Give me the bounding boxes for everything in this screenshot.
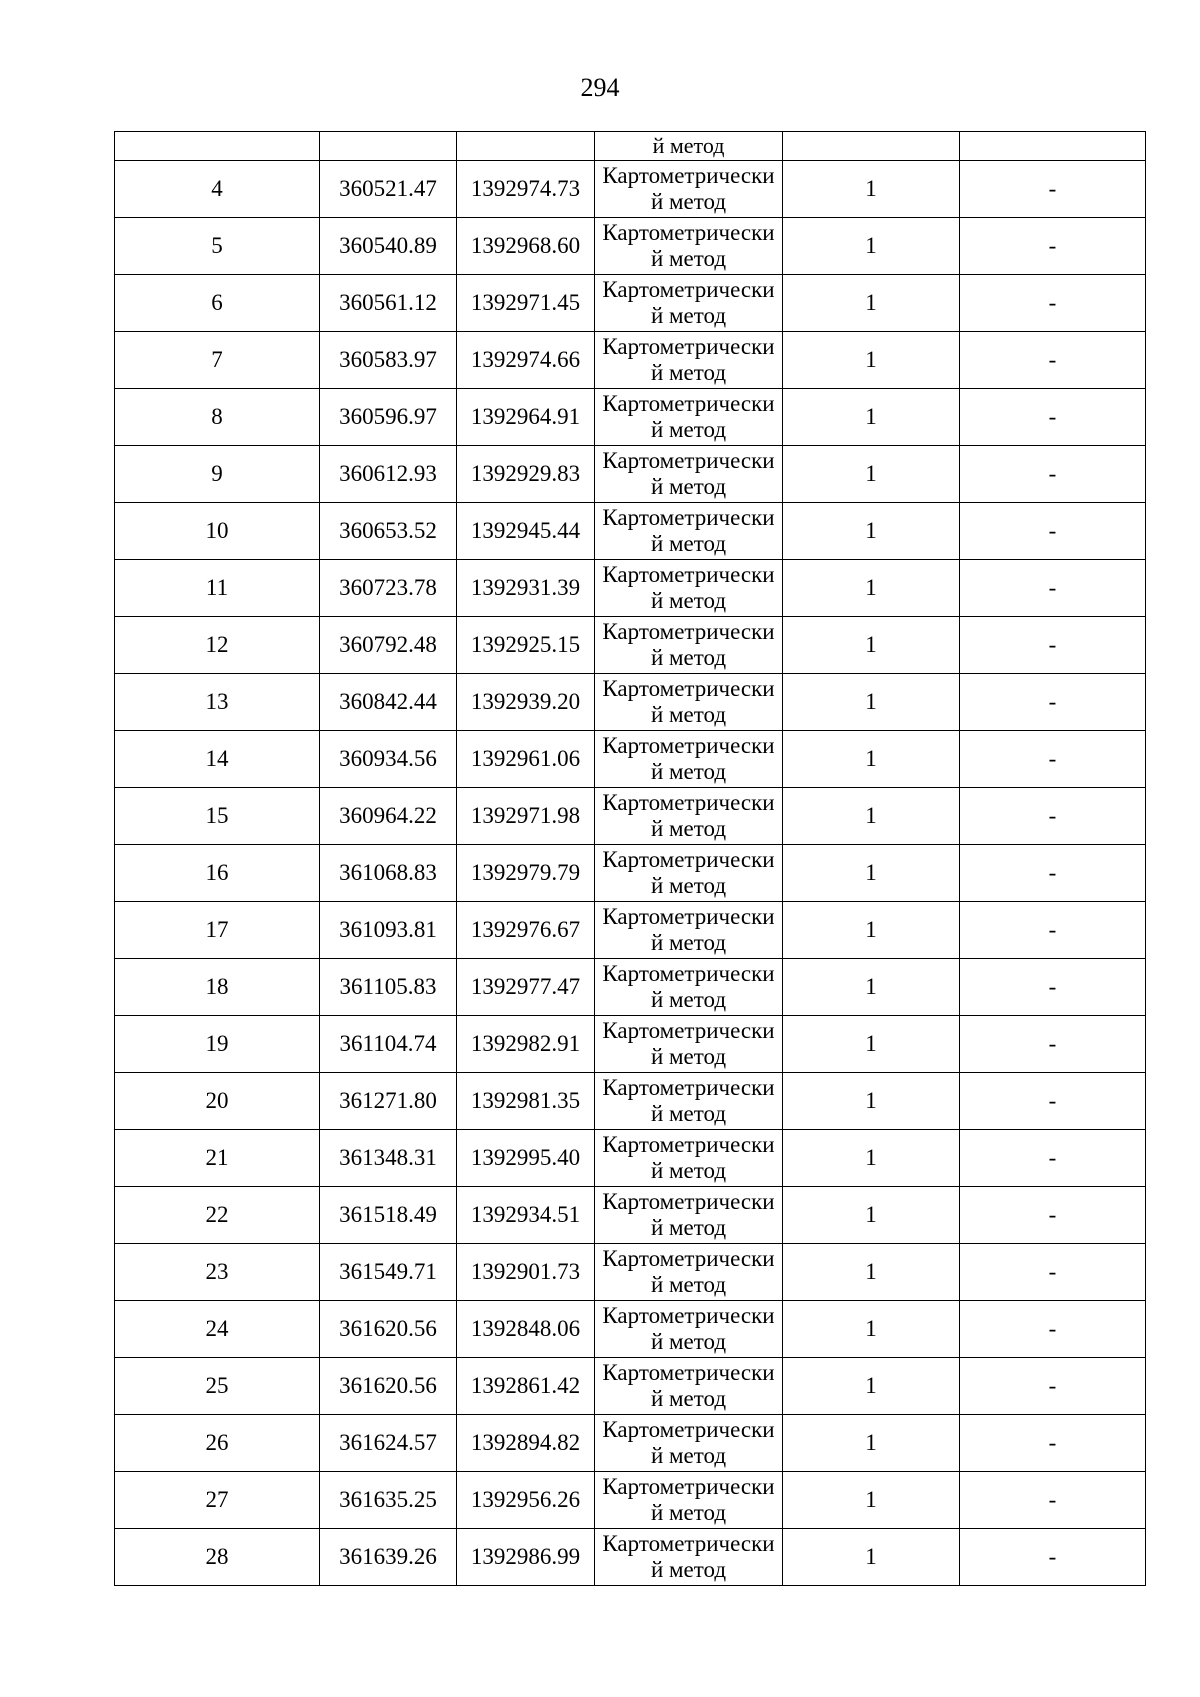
- cell-point-number: [115, 132, 320, 161]
- cell-note: -: [960, 503, 1146, 560]
- cell-y: 1392971.45: [457, 275, 595, 332]
- cell-accuracy: 1: [783, 731, 960, 788]
- table-body: [115, 132, 1146, 1586]
- cell-method: [595, 617, 783, 674]
- cell-accuracy: 1: [783, 674, 960, 731]
- cell-point-number: 16: [115, 845, 320, 902]
- method-text-line2: й метод: [650, 816, 727, 841]
- cell-accuracy: 1: [783, 1187, 960, 1244]
- cell-accuracy: 1: [783, 560, 960, 617]
- cell-method: [595, 1358, 783, 1415]
- cell-x: 360540.89: [320, 218, 457, 275]
- cell-point-number: 22: [115, 1187, 320, 1244]
- cell-y: 1392976.67: [457, 902, 595, 959]
- cell-accuracy: 1: [783, 1529, 960, 1586]
- cell-note: -: [960, 788, 1146, 845]
- cell-point-number: 15: [115, 788, 320, 845]
- cell-method: [595, 674, 783, 731]
- cell-point-number: 14: [115, 731, 320, 788]
- cell-method: [595, 1415, 783, 1472]
- cell-x: 360561.12: [320, 275, 457, 332]
- cell-method: [595, 1244, 783, 1301]
- cell-note: -: [960, 617, 1146, 674]
- cell-note: -: [960, 560, 1146, 617]
- method-text-line1: Картометрически: [602, 676, 775, 701]
- cell-note: -: [960, 161, 1146, 218]
- method-text-line1: Картометрически: [602, 1018, 775, 1043]
- cell-y: 1392982.91: [457, 1016, 595, 1073]
- cell-point-number: 24: [115, 1301, 320, 1358]
- cell-method: [595, 1073, 783, 1130]
- method-text-line2: й метод: [650, 1158, 727, 1183]
- cell-method: [595, 902, 783, 959]
- cell-accuracy: 1: [783, 1016, 960, 1073]
- method-text-line2: й метод: [650, 873, 727, 898]
- cell-accuracy: 1: [783, 788, 960, 845]
- method-text-line2: й метод: [650, 417, 727, 442]
- cell-note: -: [960, 1358, 1146, 1415]
- table-row: [115, 332, 1146, 389]
- method-text-line1: Картометрически: [602, 1417, 775, 1442]
- cell-y: 1392894.82: [457, 1415, 595, 1472]
- cell-x: 360612.93: [320, 446, 457, 503]
- method-text-line2: й метод: [650, 1044, 727, 1069]
- cell-point-number: 10: [115, 503, 320, 560]
- cell-x: 360842.44: [320, 674, 457, 731]
- cell-accuracy: 1: [783, 1073, 960, 1130]
- cell-method: [595, 446, 783, 503]
- method-text-line1: Картометрически: [602, 391, 775, 416]
- table-row: [115, 389, 1146, 446]
- method-text-line1: Картометрически: [602, 733, 775, 758]
- cell-x: 360521.47: [320, 161, 457, 218]
- method-text-line1: Картометрически: [602, 1189, 775, 1214]
- cell-y: 1392974.66: [457, 332, 595, 389]
- cell-note: [960, 132, 1146, 161]
- method-text-line1: Картометрически: [602, 619, 775, 644]
- cell-method: й метод: [595, 132, 783, 161]
- cell-accuracy: 1: [783, 1415, 960, 1472]
- table-row: [115, 1187, 1146, 1244]
- cell-x: 361104.74: [320, 1016, 457, 1073]
- cell-x: 361549.71: [320, 1244, 457, 1301]
- cell-y: [457, 132, 595, 161]
- cell-y: 1392961.06: [457, 731, 595, 788]
- cell-note: -: [960, 446, 1146, 503]
- table-row: [115, 560, 1146, 617]
- cell-method: [595, 1130, 783, 1187]
- cell-accuracy: 1: [783, 503, 960, 560]
- cell-x: 361639.26: [320, 1529, 457, 1586]
- table-row: [115, 161, 1146, 218]
- cell-method: [595, 1472, 783, 1529]
- method-text-line2: й метод: [650, 474, 727, 499]
- cell-method: [595, 1529, 783, 1586]
- method-text-line1: Картометрически: [602, 448, 775, 473]
- cell-y: 1392968.60: [457, 218, 595, 275]
- cell-method: [595, 560, 783, 617]
- cell-x: 360723.78: [320, 560, 457, 617]
- cell-point-number: 28: [115, 1529, 320, 1586]
- cell-y: 1392995.40: [457, 1130, 595, 1187]
- table-row: [115, 674, 1146, 731]
- method-text-line2: й метод: [650, 189, 727, 214]
- table-row: [115, 959, 1146, 1016]
- cell-y: 1392977.47: [457, 959, 595, 1016]
- cell-point-number: 4: [115, 161, 320, 218]
- cell-note: -: [960, 218, 1146, 275]
- page-number: 294: [580, 73, 620, 102]
- method-text-line1: Картометрически: [602, 334, 775, 359]
- method-text-line2: й метод: [650, 1101, 727, 1126]
- method-text-line2: й метод: [650, 702, 727, 727]
- cell-x: 360792.48: [320, 617, 457, 674]
- cell-y: 1392934.51: [457, 1187, 595, 1244]
- table-row: [115, 1358, 1146, 1415]
- cell-point-number: 9: [115, 446, 320, 503]
- method-text-line2: й метод: [650, 246, 727, 271]
- table-row: [115, 1244, 1146, 1301]
- cell-point-number: 11: [115, 560, 320, 617]
- cell-accuracy: 1: [783, 1301, 960, 1358]
- cell-accuracy: 1: [783, 959, 960, 1016]
- cell-y: 1392956.26: [457, 1472, 595, 1529]
- cell-accuracy: 1: [783, 332, 960, 389]
- cell-accuracy: 1: [783, 161, 960, 218]
- cell-x: 360596.97: [320, 389, 457, 446]
- cell-x: 360934.56: [320, 731, 457, 788]
- method-text-line2: й метод: [650, 1272, 727, 1297]
- method-text-line1: Картометрически: [602, 562, 775, 587]
- cell-point-number: 8: [115, 389, 320, 446]
- table-row: [115, 1073, 1146, 1130]
- cell-y: 1392981.35: [457, 1073, 595, 1130]
- cell-x: 361271.80: [320, 1073, 457, 1130]
- cell-note: -: [960, 1415, 1146, 1472]
- method-text-line1: Картометрически: [602, 1075, 775, 1100]
- cell-note: -: [960, 389, 1146, 446]
- cell-accuracy: [783, 132, 960, 161]
- cell-method: [595, 1187, 783, 1244]
- method-text-line1: Картометрически: [602, 163, 775, 188]
- cell-method: [595, 845, 783, 902]
- cell-note: -: [960, 902, 1146, 959]
- cell-note: -: [960, 731, 1146, 788]
- cell-y: 1392929.83: [457, 446, 595, 503]
- cell-y: 1392939.20: [457, 674, 595, 731]
- cell-accuracy: 1: [783, 617, 960, 674]
- cell-note: -: [960, 275, 1146, 332]
- cell-note: -: [960, 1130, 1146, 1187]
- cell-x: 361348.31: [320, 1130, 457, 1187]
- table-row: [115, 218, 1146, 275]
- cell-y: 1392861.42: [457, 1358, 595, 1415]
- table-row: [115, 617, 1146, 674]
- cell-note: -: [960, 332, 1146, 389]
- method-text-line1: Картометрически: [602, 277, 775, 302]
- method-text-line1: Картометрически: [602, 790, 775, 815]
- cell-y: 1392979.79: [457, 845, 595, 902]
- cell-point-number: 25: [115, 1358, 320, 1415]
- method-text-line2: й метод: [650, 1557, 727, 1582]
- table-row: [115, 1016, 1146, 1073]
- cell-point-number: 19: [115, 1016, 320, 1073]
- cell-note: -: [960, 959, 1146, 1016]
- cell-x: 361620.56: [320, 1358, 457, 1415]
- method-text-line2: й метод: [650, 1443, 727, 1468]
- table-row: [115, 1415, 1146, 1472]
- cell-x: 360964.22: [320, 788, 457, 845]
- cell-accuracy: 1: [783, 218, 960, 275]
- cell-point-number: 27: [115, 1472, 320, 1529]
- method-text-line1: Картометрически: [602, 1474, 775, 1499]
- cell-note: -: [960, 1187, 1146, 1244]
- cell-method: [595, 788, 783, 845]
- cell-y: 1392945.44: [457, 503, 595, 560]
- cell-accuracy: 1: [783, 1130, 960, 1187]
- cell-method: [595, 332, 783, 389]
- cell-note: -: [960, 1529, 1146, 1586]
- cell-method: [595, 959, 783, 1016]
- method-text-line2: й метод: [650, 1215, 727, 1240]
- method-text-line2: й метод: [650, 588, 727, 613]
- cell-note: -: [960, 845, 1146, 902]
- table-row: [115, 1301, 1146, 1358]
- method-text-line1: Картометрически: [602, 847, 775, 872]
- cell-x: 360583.97: [320, 332, 457, 389]
- method-text-line1: Картометрически: [602, 220, 775, 245]
- method-text-line2: й метод: [650, 987, 727, 1012]
- cell-point-number: 23: [115, 1244, 320, 1301]
- cell-x: 361093.81: [320, 902, 457, 959]
- cell-method: [595, 218, 783, 275]
- cell-point-number: 12: [115, 617, 320, 674]
- cell-method: [595, 389, 783, 446]
- cell-point-number: 6: [115, 275, 320, 332]
- cell-x: 361624.57: [320, 1415, 457, 1472]
- cell-accuracy: 1: [783, 1244, 960, 1301]
- cell-point-number: 20: [115, 1073, 320, 1130]
- table-row: [115, 446, 1146, 503]
- table-row: [115, 275, 1146, 332]
- cell-x: 361620.56: [320, 1301, 457, 1358]
- cell-y: 1392931.39: [457, 560, 595, 617]
- cell-note: -: [960, 1301, 1146, 1358]
- coordinates-table: [114, 131, 1146, 1586]
- method-text-line1: Картометрически: [602, 961, 775, 986]
- cell-method: [595, 161, 783, 218]
- cell-y: 1392974.73: [457, 161, 595, 218]
- cell-x: 361068.83: [320, 845, 457, 902]
- method-text-line1: Картометрически: [602, 1132, 775, 1157]
- cell-x: 360653.52: [320, 503, 457, 560]
- method-text-line2: й метод: [650, 1329, 727, 1354]
- cell-point-number: 5: [115, 218, 320, 275]
- cell-point-number: 17: [115, 902, 320, 959]
- cell-accuracy: 1: [783, 1358, 960, 1415]
- table-row: [115, 902, 1146, 959]
- cell-y: 1392971.98: [457, 788, 595, 845]
- continuation-row: [115, 132, 1146, 161]
- cell-y: 1392901.73: [457, 1244, 595, 1301]
- method-text-line2: й метод: [650, 531, 727, 556]
- cell-note: -: [960, 674, 1146, 731]
- cell-method: [595, 503, 783, 560]
- method-text-line2: й метод: [650, 759, 727, 784]
- method-text-line2: й метод: [650, 645, 727, 670]
- table-row: [115, 731, 1146, 788]
- cell-point-number: 7: [115, 332, 320, 389]
- method-text-line1: Картометрически: [602, 1246, 775, 1271]
- table-row: [115, 845, 1146, 902]
- cell-y: 1392964.91: [457, 389, 595, 446]
- cell-accuracy: 1: [783, 1472, 960, 1529]
- table-row: [115, 1472, 1146, 1529]
- cell-note: -: [960, 1472, 1146, 1529]
- cell-note: -: [960, 1016, 1146, 1073]
- cell-accuracy: 1: [783, 389, 960, 446]
- cell-point-number: 18: [115, 959, 320, 1016]
- cell-accuracy: 1: [783, 845, 960, 902]
- cell-method: [595, 1301, 783, 1358]
- cell-y: 1392925.15: [457, 617, 595, 674]
- cell-y: 1392848.06: [457, 1301, 595, 1358]
- method-text-line1: Картометрически: [602, 1303, 775, 1328]
- method-text-line1: Картометрически: [602, 505, 775, 530]
- table-row: [115, 788, 1146, 845]
- cell-point-number: 26: [115, 1415, 320, 1472]
- method-text-line2: й метод: [650, 1500, 727, 1525]
- cell-method: [595, 1016, 783, 1073]
- cell-x: 361105.83: [320, 959, 457, 1016]
- cell-y: 1392986.99: [457, 1529, 595, 1586]
- cell-note: -: [960, 1073, 1146, 1130]
- cell-point-number: 21: [115, 1130, 320, 1187]
- cell-accuracy: 1: [783, 902, 960, 959]
- cell-accuracy: 1: [783, 446, 960, 503]
- cell-note: -: [960, 1244, 1146, 1301]
- method-text-line2: й метод: [650, 1386, 727, 1411]
- table-row: [115, 1529, 1146, 1586]
- table-row: [115, 1130, 1146, 1187]
- method-text-line2: й метод: [650, 930, 727, 955]
- cell-x: [320, 132, 457, 161]
- method-text-line2: й метод: [650, 303, 727, 328]
- cell-x: 361518.49: [320, 1187, 457, 1244]
- cell-x: 361635.25: [320, 1472, 457, 1529]
- cell-point-number: 13: [115, 674, 320, 731]
- table-row: [115, 503, 1146, 560]
- method-text-line2: й метод: [650, 360, 727, 385]
- method-text-line1: Картометрически: [602, 1531, 775, 1556]
- method-text-line1: Картометрически: [602, 1360, 775, 1385]
- cell-method: [595, 275, 783, 332]
- cell-method: [595, 731, 783, 788]
- cell-accuracy: 1: [783, 275, 960, 332]
- method-text-line1: Картометрически: [602, 904, 775, 929]
